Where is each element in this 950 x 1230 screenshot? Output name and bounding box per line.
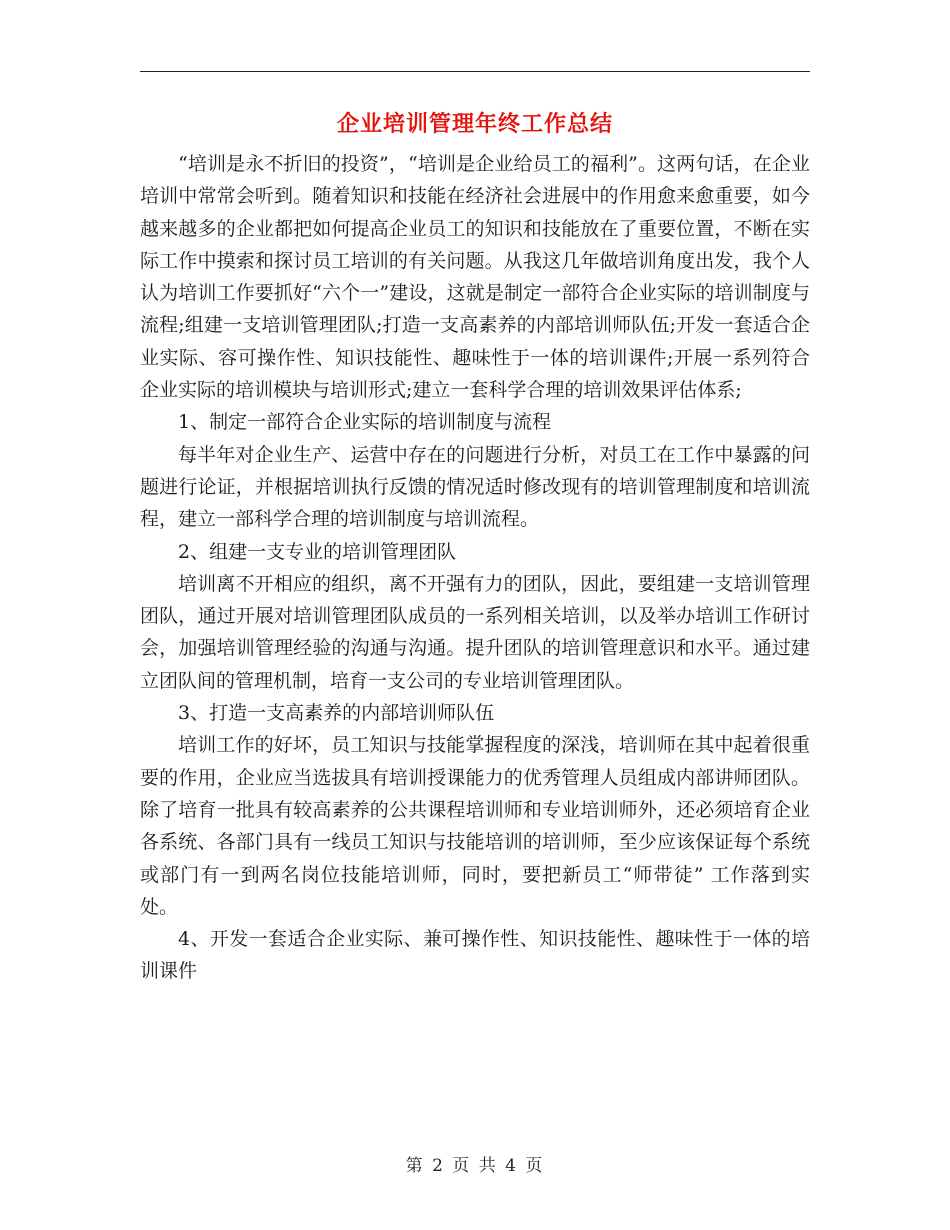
section-heading-1: 1、制定一部符合企业实际的培训制度与流程 (178, 411, 552, 434)
section-heading-3: 3、打造一支高素养的内部培训师队伍 (178, 702, 495, 725)
section-paragraph-2: 培训离不开相应的组织，离不开强有力的团队，因此，要组建一支培训管理团队，通过开展对培训管理团队成员的一系列相关培训，以及举办培训工作研讨会，加强培训管理经验的沟通与沟通。提升团队的培训管理意识和水平。通过建立团队间的管理机制，培育一支公司的专业培训管理团队。 (140, 572, 810, 692)
document-title: 企业培训管理年终工作总结 (336, 111, 613, 137)
header-rule (140, 71, 810, 72)
page-number-footer: 第 2 页 共 4 页 (405, 1156, 545, 1176)
section-heading-4: 4、开发一套适合企业实际、兼可操作性、知识技能性、趣味性于一体的培训课件 (140, 928, 810, 983)
document-body (140, 148, 810, 988)
section-paragraph-1: 每半年对企业生产、运营中存在的问题进行分析，对员工在工作中暴露的问题进行论证，并根据培训执行反馈的情况适时修改现有的培训管理制度和培训流程，建立一部科学合理的培训制度与培训流程。 (140, 443, 810, 531)
section-paragraph-3: 培训工作的好坏，员工知识与技能掌握程度的深浅，培训师在其中起着很重要的作用，企业应当选拔具有培训授课能力的优秀管理人员组成内部讲师团队。除了培育一批具有较高素养的公共课程培训师和专业培训师外，还必须培育企业各系统、各部门具有一线员工知识与技能培训的培训师，至少应该保证每个系统或部门有一到两名岗位技能培训师，同时，要把新员工“师带徒” 工作落到实处。 (140, 734, 810, 918)
section-heading-2: 2、组建一支专业的培训管理团队 (178, 540, 457, 563)
intro-paragraph: “培训是永不折旧的投资”，“培训是企业给员工的福利”。这两句话，在企业培训中常常会听到。随着知识和技能在经济社会进展中的作用愈来愈重要，如今越来越多的企业都把如何提高企业员工的知识和技能放在了重要位置，不断在实际工作中摸索和探讨员工培训的有关问题。从我这几年做培训角度出发，我个人认为培训工作要抓好“六个一”建设，这就是制定一部符合企业实际的培训制度与流程;组建一支培训管理团队;打造一支高素养的内部培训师队伍;开发一套适合企业实际、容可操作性、知识技能性、趣味性于一体的培训课件;开展一系列符合企业实际的培训模块与培训形式;建立一套科学合理的培训效果评估体系; (140, 153, 810, 402)
